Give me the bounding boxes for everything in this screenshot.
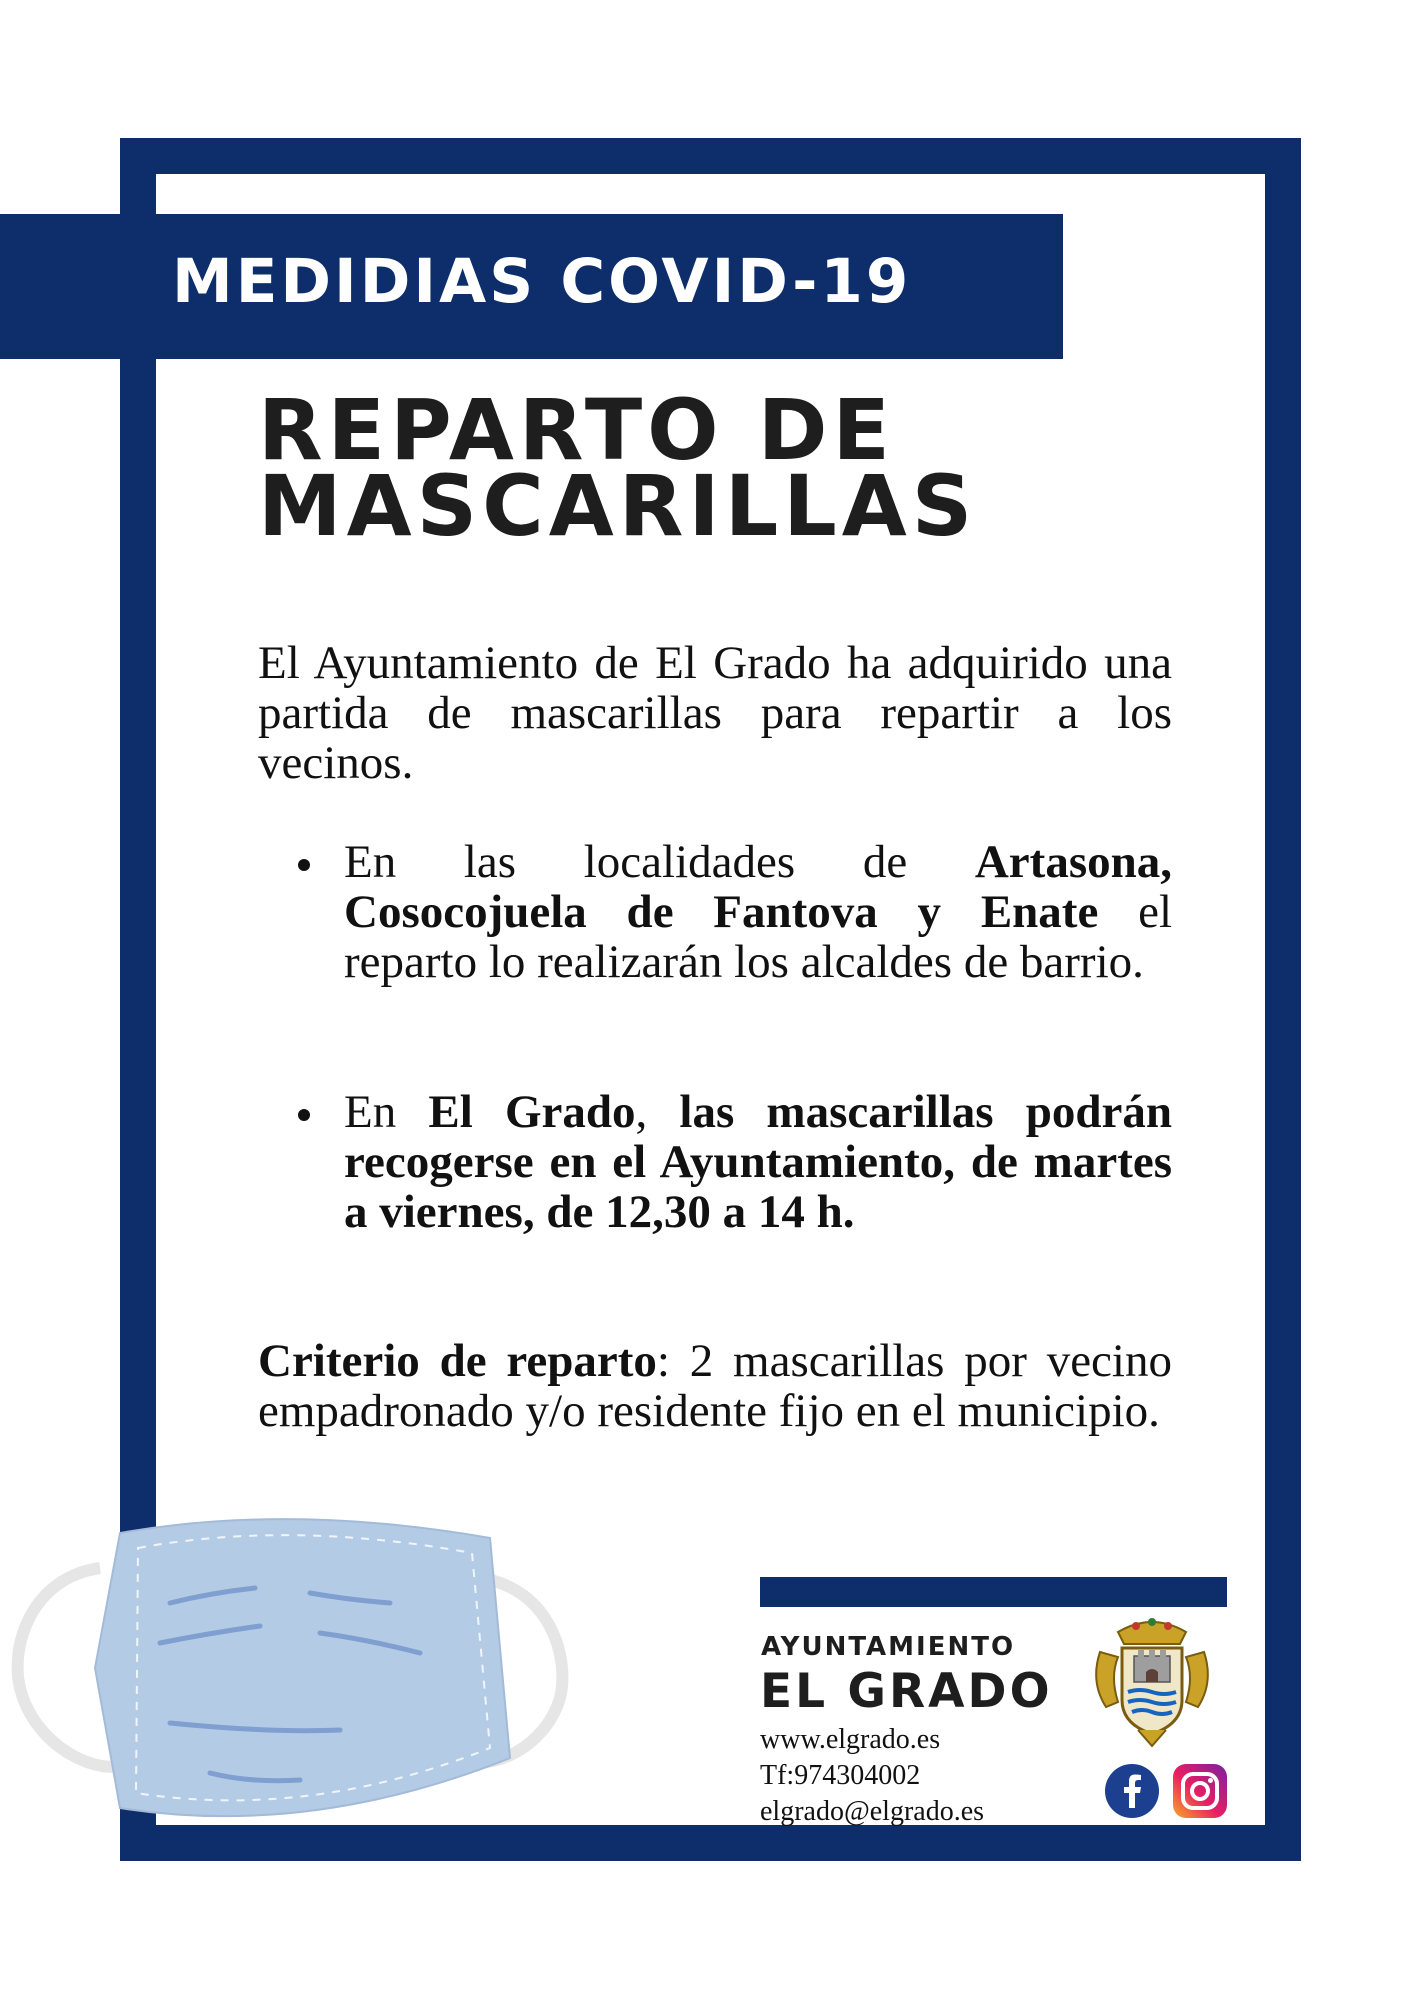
- email-link[interactable]: elgrado@elgrado.es: [760, 1796, 985, 1827]
- bullet-text-bold: Artasona, Cosocojuela de Fantova y Enate: [344, 836, 1172, 938]
- bullet-text-bold: las mascarillas podrán recogerse en el Ayuntamiento, de martes a viernes, de 12,30 a 14 h.: [344, 1086, 1172, 1238]
- coat-of-arms-icon: [1088, 1612, 1216, 1748]
- bullet-text-segment: En: [344, 1086, 429, 1138]
- bullet-dot-icon: [298, 859, 310, 871]
- bullet-dot-icon: [298, 1109, 310, 1121]
- instagram-icon[interactable]: [1173, 1764, 1227, 1818]
- bullet-text-segment: En las localidades de: [344, 836, 975, 888]
- title-line-1: REPARTO DE: [258, 381, 895, 479]
- title-line-2: MASCARILLAS: [258, 457, 978, 555]
- website-link[interactable]: www.elgrado.es: [760, 1724, 941, 1755]
- face-mask-icon: [10, 1508, 570, 1838]
- footer-divider-bar: [760, 1577, 1227, 1607]
- bullet-text: [344, 837, 1172, 987]
- bullet-text-segment: ,: [635, 1086, 680, 1138]
- intro-paragraph: El Ayuntamiento de El Grado ha adquirido una partida de mascarillas para repartir a los vecinos.: [258, 637, 1172, 789]
- criteria-label: Criterio de reparto: [258, 1335, 657, 1387]
- bullet-text-segment: el reparto lo realizarán los alcaldes de barrio.: [344, 886, 1173, 988]
- phone-number: Tf:974304002: [760, 1760, 921, 1791]
- banner-title: MEDIDIAS COVID-19: [172, 246, 912, 317]
- bullet-text-bold: El Grado: [428, 1086, 636, 1138]
- org-name: EL GRADO: [760, 1664, 1053, 1719]
- list-item: [258, 1087, 1172, 1237]
- list-item: [258, 837, 1172, 987]
- criteria-paragraph: [258, 1336, 1172, 1436]
- facebook-icon[interactable]: [1105, 1764, 1159, 1818]
- criteria-text: : 2 mascarillas por vecino empadronado y/o residente fijo en el municipio.: [258, 1335, 1172, 1437]
- org-label: AYUNTAMIENTO: [761, 1632, 1016, 1662]
- page-title: [258, 381, 1258, 555]
- bullet-text: [344, 1087, 1172, 1237]
